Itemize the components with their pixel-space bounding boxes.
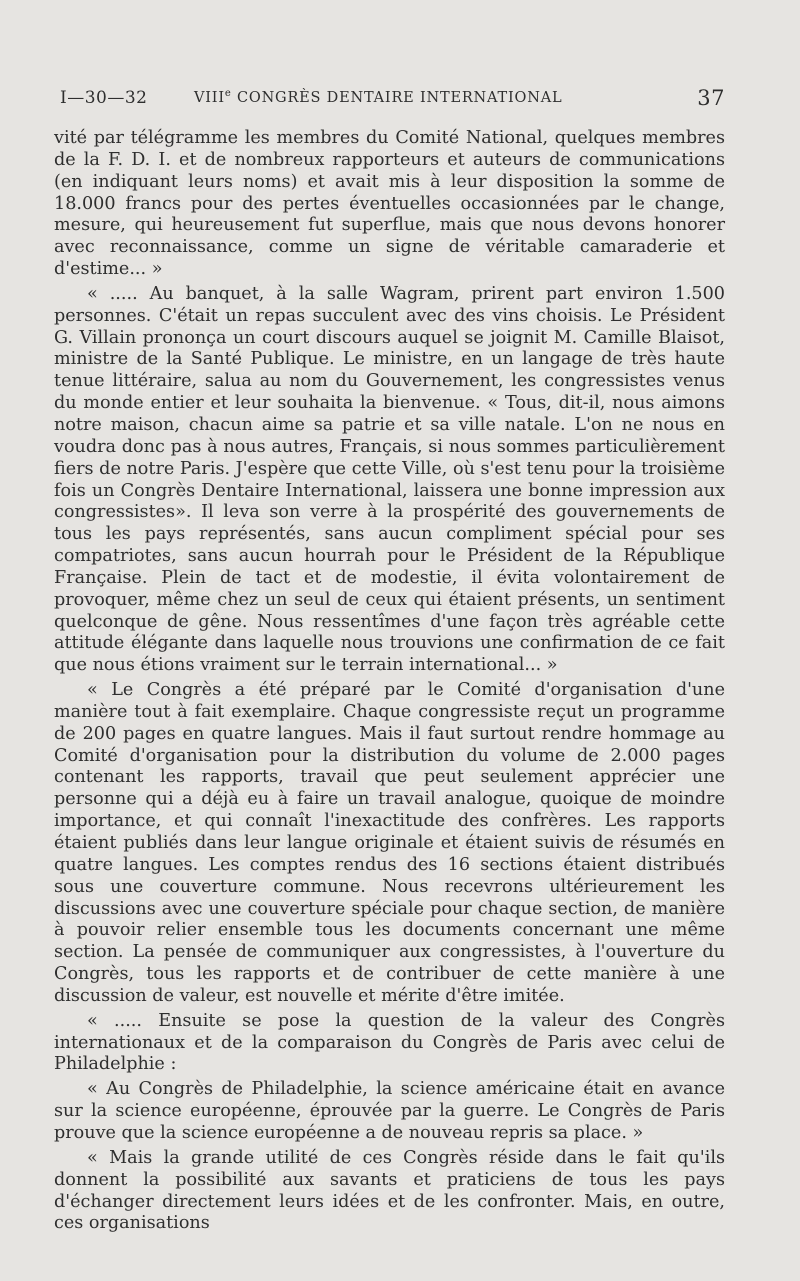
page-number: 37 <box>697 86 725 110</box>
header-title: VIIIe CONGRÈS DENTAIRE INTERNATIONAL <box>194 88 563 106</box>
body-text <box>54 128 725 1238</box>
paragraph: « Le Congrès a été préparé par le Comité d'organisation d'une manière tout à fait exemplaire. Chaque congressiste reçut un programme de 200 pages en quatre langues. Mais il faut surtout rendre hommage au Comité d'organisation pour la distribution du volume de 2.000 pages contenant les rapports, travail que peut seulement apprécier une personne qui a déjà eu à faire un travail analogue, quoique de moindre importance, et qui connaît l'inexactitude des confrères. Les rapports étaient publiés dans leur langue originale et étaient suivis de résumés en quatre langues. Les comptes rendus des 16 sections étaient distribués sous une couverture commune. Nous recevrons ultérieurement les discussions avec une couverture spéciale pour chaque section, de manière à pouvoir relier ensemble tous les documents concernant une même section. La pensée de communiquer aux congressistes, à l'ouverture du Congrès, tous les rapports et de contribuer de cette manière à une discussion de valeur, est nouvelle et mérite d'être imitée. <box>54 680 725 1006</box>
paragraph: « Mais la grande utilité de ces Congrès réside dans le fait qu'ils donnent la possibilité aux savants et praticiens de tous les pays d'échanger directement leurs idées et de les confronter. Mais, en outre, ces organisations <box>54 1147 725 1234</box>
paragraph: « ..... Au banquet, à la salle Wagram, prirent part environ 1.500 personnes. C'était un repas succulent avec des vins choisis. Le Président G. Villain prononça un court discours auquel se joignit M. Camille Blaisot, ministre de la Santé Publique. Le ministre, en un langage de très haute tenue littéraire, salua au nom du Gouvernement, les congressistes venus du monde entier et leur souhaita la bienvenue. « Tous, dit-il, nous aimons notre maison, chacun aime sa patrie et sa ville natale. L'on ne nous en voudra donc pas à nous autres, Français, si nous sommes particulièrement fiers de notre Paris. J'espère que cette Ville, où s'est tenu pour la troisième fois un Congrès Dentaire International, laissera une bonne impression aux congressistes». Il leva son verre à la prospérité des gouvernements de tous les pays représentés, sans aucun compliment spécial pour ses compatriotes, sans aucun hourrah pour le Président de la République Française. Plein de tact et de modestie, il évita volontairement de provoquer, même chez un seul de ceux qui étaient présents, un sentiment quelconque de gêne. Nous ressentîmes d'une façon très agréable cette attitude élégante dans laquelle nous trouvions une confirmation de ce fait que nous étions vraiment sur le terrain international... » <box>54 283 725 676</box>
header-reference: I—30—32 <box>60 88 148 108</box>
paragraph: « Au Congrès de Philadelphie, la science américaine était en avance sur la science européenne, éprouvée par la guerre. Le Congrès de Paris prouve que la science européenne a de nouveau repris sa place. » <box>54 1079 725 1143</box>
paragraph: « ..... Ensuite se pose la question de la valeur des Congrès internationaux et de la comparaison du Congrès de Paris avec celui de Philadelphie : <box>54 1010 725 1075</box>
running-header <box>60 86 725 116</box>
paragraph: vité par télégramme les membres du Comité National, quelques membres de la F. D. I. et de nombreux rapporteurs et auteurs de communications (en indiquant leurs noms) et avait mis à leur disposition la somme de 18.000 francs pour des pertes éventuelles occasionnées par le change, mesure, qui heureusement fut superflue, mais que nous devons honorer avec reconnaissance, comme un signe de véritable camaraderie et d'estime... » <box>54 128 725 280</box>
